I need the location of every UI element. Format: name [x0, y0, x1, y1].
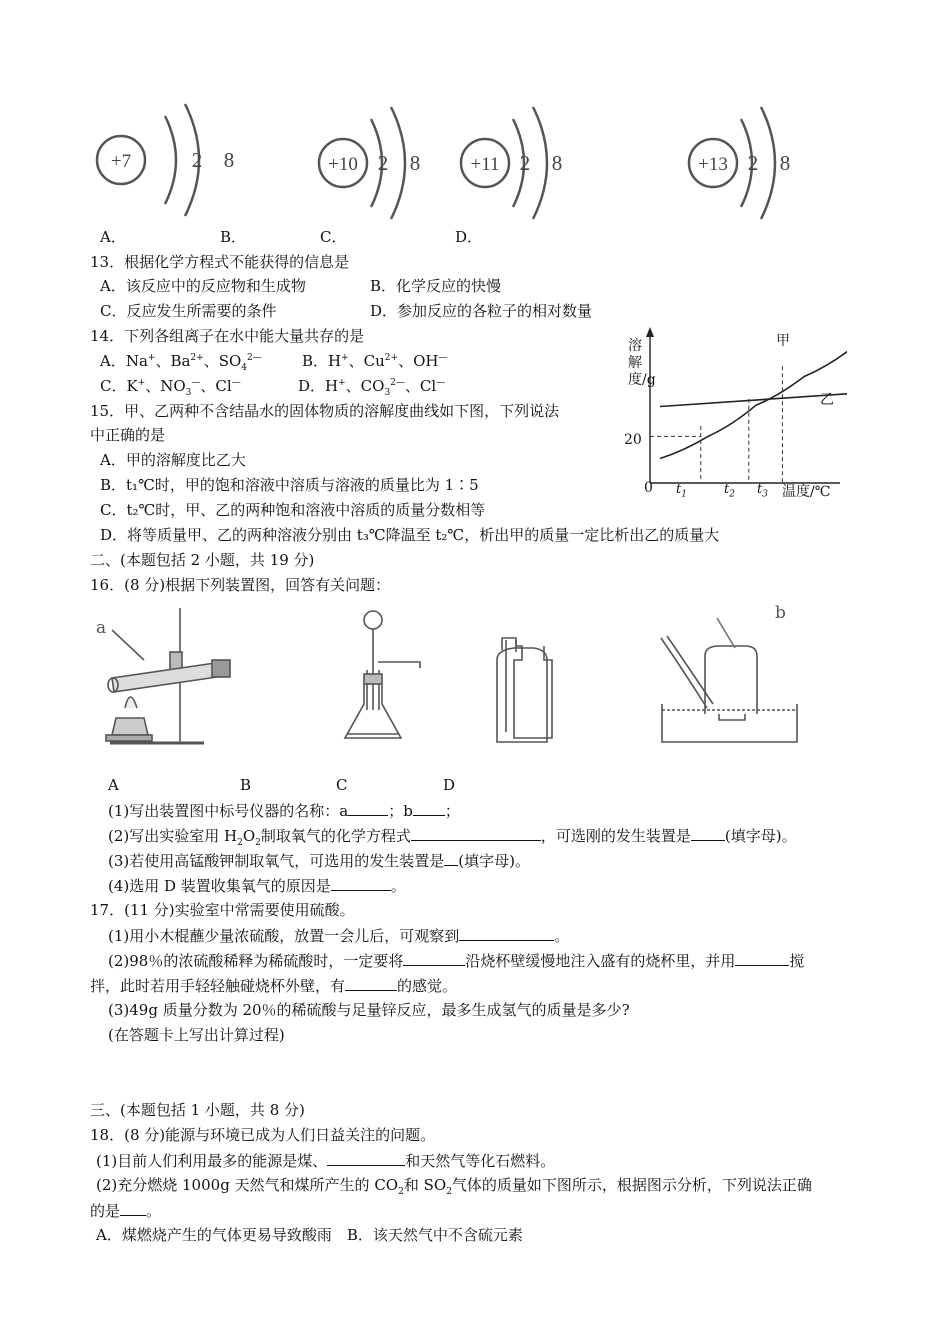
q14-option-d: D．H+、$CO_3^{2—}$、Cl—	[298, 377, 446, 398]
q18-part-2-line1: (2)充分燃烧 1000g 天然气和煤所产生的 $CO_2$和 $SO_2$气体的质量如下图所示，根据图示分析，下列说法正确	[96, 1176, 812, 1197]
q17-stem: 17．(11 分)实验室中常需要使用硫酸。	[90, 901, 355, 919]
chart-xtick-t3: $t_3$	[757, 482, 768, 500]
q15-option-a: A．甲的溶解度比乙大	[100, 451, 246, 469]
q16-part-2: (2)写出实验室用 $H_2O_2$制取氧气的化学方程式 ，可选刚的发生装置是 (填字母)。	[108, 827, 797, 848]
q16-stem: 16．(8 分)根据下列装置图，回答有关问题：	[90, 576, 391, 594]
atom-label-c: C．	[320, 228, 347, 246]
q13-stem: 13．根据化学方程式不能获得的信息是	[90, 253, 350, 271]
apparatus-label-a-pointer: a	[96, 618, 107, 638]
chart-ylabel: 溶解度/g	[628, 338, 656, 388]
apparatus-diagram	[92, 600, 812, 750]
apparatus-b	[345, 611, 420, 738]
q17-part-4-note: (在答题卡上写出计算过程)	[108, 1026, 285, 1044]
section-2-heading: 二、(本题包括 2 小题，共 19 分)	[90, 551, 315, 569]
q13-option-c: C．反应发生所需要的条件	[100, 302, 277, 320]
atom-b-shell1: 2	[377, 151, 389, 175]
q16-part-1: (1)写出装置图中标号仪器的名称：a ；b ；	[108, 802, 460, 820]
atom-b-nucleus: +10	[328, 154, 358, 175]
solubility-chart	[612, 325, 847, 503]
q15-option-d: D．将等质量甲、乙的两种溶液分别由 t₃℃降温至 t₂℃，析出甲的质量一定比析出乙的质量大	[100, 526, 720, 544]
atom-a-shell1: 2	[191, 148, 203, 172]
q18-stem: 18．(8 分)能源与环境已成为人们日益关注的问题。	[90, 1126, 436, 1144]
section-3-heading: 三、(本题包括 1 小题，共 8 分)	[90, 1101, 305, 1119]
atom-d-shell2: 8	[779, 151, 791, 175]
chart-series-yi-label: 乙	[820, 392, 834, 408]
q14-option-b: B．H+、$Cu^{2+}$、OH—	[302, 352, 448, 370]
atom-a	[97, 104, 234, 216]
q13-option-d: D．参加反应的各粒子的相对数量	[370, 302, 593, 320]
q18-part-2-line2: 的是 。	[90, 1202, 162, 1220]
q15-option-b: B．t₁℃时，甲的饱和溶液中溶质与溶液的质量比为 1∶5	[100, 476, 479, 494]
atom-b	[319, 107, 420, 219]
q17-part-3: (3)49g 质量分数为 20％的稀硫酸与足量锌反应，最多生成氢气的质量是多少?	[108, 1001, 630, 1019]
apparatus-c	[497, 638, 552, 742]
atom-a-nucleus: +7	[110, 151, 132, 172]
atom-a-shell2: 8	[223, 148, 235, 172]
apparatus-name-c: C	[336, 776, 348, 794]
q18-options-ab: A．煤燃烧产生的气体更易导致酸雨 B．该天然气中不含硫元素	[96, 1226, 523, 1244]
atom-c-shell2: 8	[551, 151, 563, 175]
atom-label-d: D．	[455, 228, 483, 246]
atom-diagrams	[85, 100, 815, 225]
apparatus-name-d: D	[443, 776, 456, 794]
q16-part-3: (3)若使用高锰酸钾制取氧气，可选用的发生装置是 (填字母)。	[108, 852, 530, 870]
q17-part-1: (1)用小木棍蘸少量浓硫酸，放置一会儿后，可观察到 。	[108, 927, 570, 945]
atom-d-shell1: 2	[747, 151, 759, 175]
apparatus-a	[106, 608, 230, 743]
q14-option-a: A．Na+、$Ba^{2+}$、$SO_4^{2—}$	[100, 352, 262, 373]
q16-part-4: (4)选用 D 装置收集氧气的原因是 。	[108, 877, 406, 895]
q15-stem-line1: 15．甲、乙两种不含结晶水的固体物质的溶解度曲线如下图，下列说法	[90, 402, 560, 420]
q17-part-2-line2: 拌，此时若用手轻轻触碰烧杯外壁，有 的感觉。	[90, 977, 458, 995]
q18-part-1: (1)目前人们利用最多的能源是煤、 和天然气等化石燃料。	[96, 1152, 556, 1170]
q14-option-c: C．K+、$NO_3^—$、Cl—	[100, 377, 241, 398]
chart-xlabel: 温度/℃	[782, 484, 831, 500]
q15-option-c: C．t₂℃时，甲、乙的两种饱和溶液中溶质的质量分数相等	[100, 501, 486, 519]
atom-b-shell2: 8	[409, 151, 421, 175]
q17-part-2-line1: (2)98％的浓硫酸稀释为稀硫酸时，一定要将 沿烧杯壁缓慢地注入盛有的烧杯里，并用 搅	[108, 952, 805, 970]
q13-option-b: B．化学反应的快慢	[370, 277, 502, 295]
curve-jia	[660, 348, 847, 459]
atom-c-shell1: 2	[519, 151, 531, 175]
chart-ytick-20: 20	[624, 432, 642, 448]
apparatus-name-b: B	[240, 776, 252, 794]
atom-label-a: A．	[100, 228, 126, 246]
atom-label-b: B．	[220, 228, 247, 246]
q15-stem-line2: 中正确的是	[90, 426, 166, 444]
q14-stem: 14．下列各组离子在水中能大量共存的是	[90, 327, 365, 345]
atom-c	[461, 107, 562, 219]
curve-yi	[660, 394, 847, 407]
atom-c-nucleus: +11	[470, 154, 500, 175]
atom-d	[689, 107, 790, 219]
apparatus-label-b-pointer: b	[775, 603, 786, 623]
apparatus-name-a: A	[108, 776, 119, 794]
chart-xtick-t1: $t_1$	[676, 482, 687, 500]
chart-origin: 0	[644, 480, 653, 496]
chart-xtick-t2: $t_2$	[724, 482, 735, 500]
q13-option-a: A．该反应中的反应物和生成物	[100, 277, 306, 295]
chart-series-jia-label: 甲	[776, 333, 790, 349]
atom-d-nucleus: +13	[698, 154, 728, 175]
apparatus-d	[661, 618, 797, 742]
